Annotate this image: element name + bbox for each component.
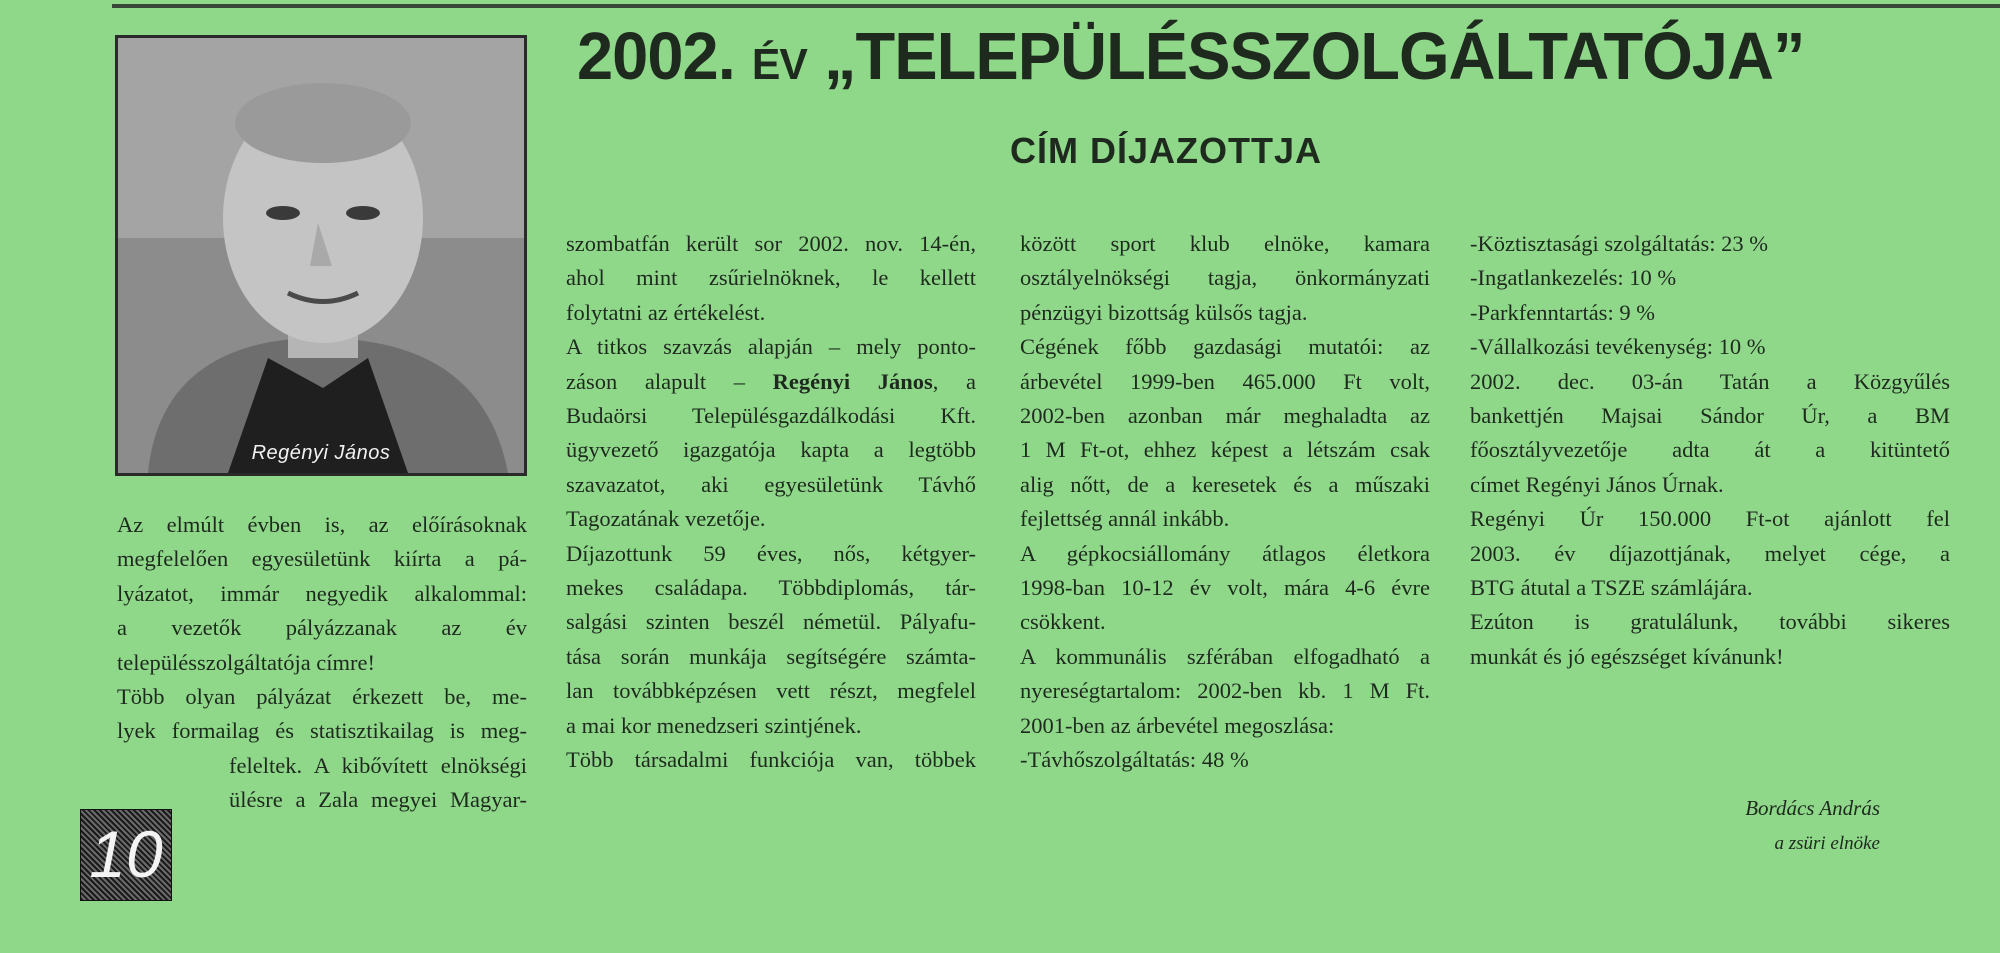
text-line: -Köztisztasági szolgáltatás: 23 % [1470,231,1769,256]
text-line: folytatni az értékelést. [566,299,766,325]
text-line: főosztályvezetője adta át a kitüntető [1470,437,1950,463]
text-line: szombatfán került sor 2002. nov. 14-én, [566,231,976,256]
text-line: 2003. év díjazottjának, melyet cége, a [1470,540,1950,566]
text-line: Több olyan pályázat érkezett be, me- [117,684,527,710]
text-line: lan továbbképzésen vett részt, megfelel [566,678,976,704]
text-line: Több társadalmi funkciója van, többek [566,747,976,773]
text-line: Ezúton is gratulálunk, további sikeres [1470,609,1950,635]
portrait-illustration [118,38,524,473]
text-line: -Ingatlankezelés: 10 % [1470,265,1677,291]
text-line: ügyvezető igazgatója kapta a legtöbb [566,437,976,463]
article-column-4 [1470,227,1950,674]
text-line [566,365,976,399]
text-line: ahol mint zsűrielnöknek, le kellett [566,265,976,291]
text-line: mekes családapa. Többdiplomás, tár- [566,575,976,601]
headline-title: „TELEPÜLÉSSZOLGÁLTATÓJA” [823,19,1805,94]
text-line: pénzügyi bizottság külsős tagja. [1020,299,1308,325]
text-line: 2001-ben az árbevétel megoszlása: [1020,712,1335,738]
text-line: tása során munkája segítségére számta- [566,643,976,669]
text-line: Cégének főbb gazdasági mutatói: az [1020,334,1430,360]
text-line: a vezetők pályázzanak az év [117,615,527,641]
text-line: A gépkocsiállomány átlagos életkora [1020,540,1430,566]
signature-block [1745,790,1880,862]
text-line: alig nőtt, de a keresetek és a műszaki [1020,471,1430,497]
article-column-3 [1020,227,1430,778]
text-line: 2002-ben azonban már meghaladta az [1020,403,1430,429]
text-line: településszolgáltatója címre! [117,649,376,675]
text-line: szavazatot, aki egyesületünk Távhő [566,471,976,497]
text-line: 2002. dec. 03-án Tatán a Közgyűlés [1470,368,1950,394]
text-line: ülésre a Zala megyei Magyar- [229,787,527,813]
text-line: -Távhőszolgáltatás: 48 % [1020,747,1249,773]
subheadline: CÍM DÍJAZOTTJA [1010,130,1323,171]
text-fragment: , a [932,368,976,394]
signature-name: Bordács András [1745,796,1880,820]
text-line: salgási szinten beszél németül. Pályafu- [566,609,976,635]
headline-ev: ÉV [751,40,807,89]
text-line: feleltek. A kibővített elnökségi [229,752,527,778]
text-line: Budaörsi Településgazdálkodási Kft. [566,403,976,429]
text-fragment: záson alapult – [566,368,773,394]
awardee-name: Regényi János [772,368,933,394]
text-line: árbevétel 1999-ben 465.000 Ft volt, [1020,368,1430,394]
headline-year: 2002. [577,19,735,94]
text-line: nyereségtartalom: 2002-ben kb. 1 M Ft. [1020,678,1430,704]
text-line: -Vállalkozási tevékenység: 10 % [1470,334,1766,360]
text-line: megfelelően egyesületünk kiírta a pá- [117,546,527,572]
text-line: lyek formailag és statisztikailag is meg- [117,718,527,744]
headline [577,18,1954,95]
portrait-photo [115,35,527,476]
photo-caption: Regényi János [251,442,391,464]
page-number: 10 [89,817,163,891]
text-line: A titkos szavzás alapján – mely ponto- [566,334,976,360]
text-line: 1998-ban 10-12 év volt, mára 4-6 évre [1020,575,1430,601]
text-line: Díjazottunk 59 éves, nős, kétgyer- [566,540,976,566]
text-line: Az elmúlt évben is, az előírásoknak [117,512,527,537]
text-line: osztályelnökségi tagja, önkormányzati [1020,265,1430,291]
text-line: Regényi Úr 150.000 Ft-ot ajánlott fel [1470,506,1950,532]
text-line: címet Regényi János Úrnak. [1470,471,1724,497]
page-number-box [80,809,172,901]
top-rule [112,4,2000,8]
article-column-2 [566,227,976,778]
text-line: a mai kor menedzseri szintjének. [566,712,862,738]
text-line: -Parkfenntartás: 9 % [1470,299,1655,325]
signature-role: a zsüri elnöke [1774,833,1880,854]
text-line: bankettjén Majsai Sándor Úr, a BM [1470,403,1950,429]
text-line: lyázatot, immár negyedik alkalommal: [117,580,527,606]
text-line: között sport klub elnöke, kamara [1020,231,1430,256]
text-line: 1 M Ft-ot, ehhez képest a létszám csak [1020,437,1430,463]
article-column-1 [117,508,527,818]
text-line: A kommunális szférában elfogadható a [1020,643,1430,669]
text-line: BTG átutal a TSZE számlájára. [1470,575,1753,601]
text-line: fejlettség annál inkább. [1020,506,1230,532]
text-line: csökkent. [1020,609,1106,635]
text-line: Tagozatának vezetője. [566,506,766,532]
text-line: munkát és jó egészséget kívánunk! [1470,643,1784,669]
